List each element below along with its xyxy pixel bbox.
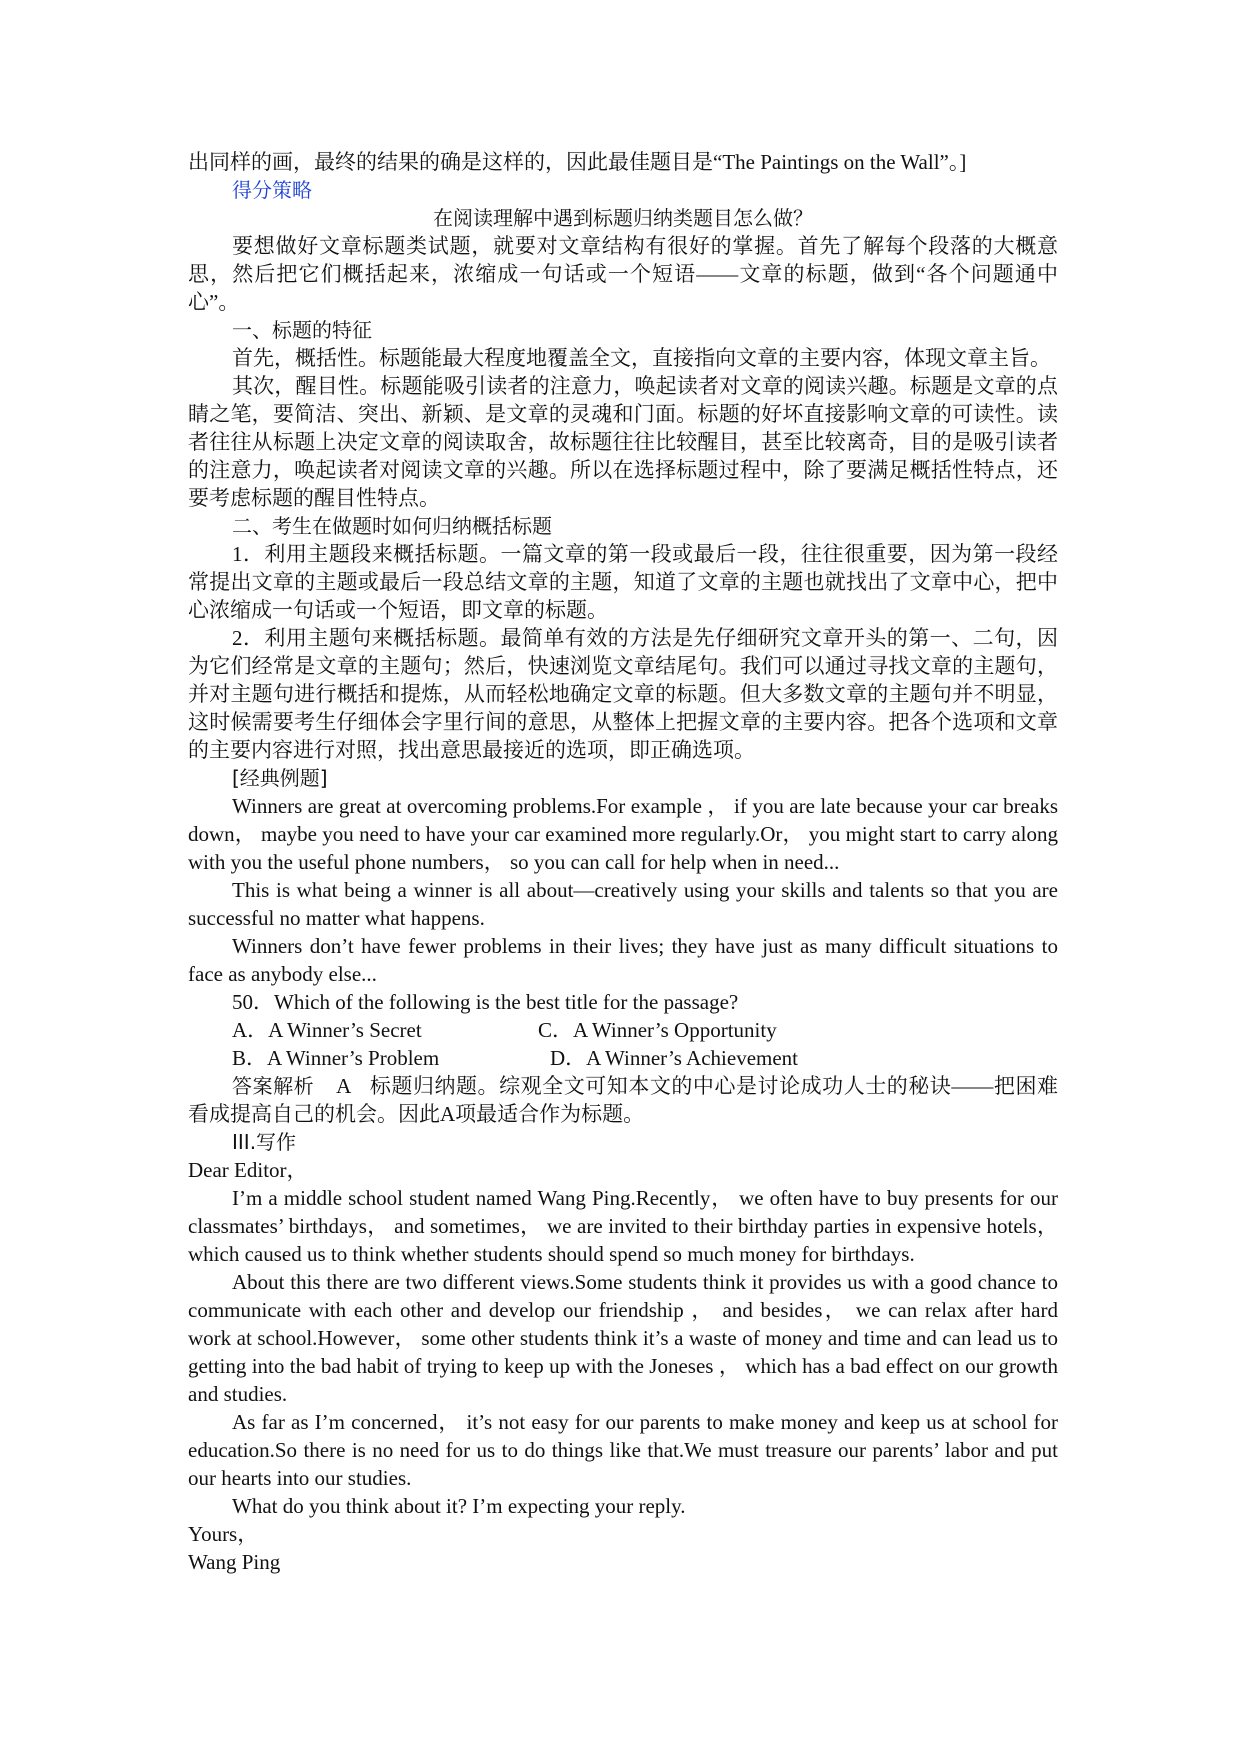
section-heading-strategy: 得分策略 bbox=[232, 178, 312, 202]
heading-writing: III.写作 bbox=[232, 1130, 297, 1154]
option-b: B．A Winner’s Problem bbox=[232, 1046, 440, 1070]
answer-explanation bbox=[188, 1072, 1058, 1128]
paragraph-feature-2: 其次，醒目性。标题能吸引读者的注意力，唤起读者对文章的阅读兴趣。标题是文章的点睛之笔，要简洁、突出、新颖、是文章的灵魂和门面。标题的好坏直接影响文章的可读性。读者往往从标题上决定文章的阅读取舍，故标题往往比较醒目，甚至比较离奇，目的是吸引读者的注意力，唤起读者对阅读文章的兴趣。所以在选择标题过程中，除了要满足概括性特点，还要考虑标题的醒目性特点。 bbox=[188, 374, 1058, 510]
question-text: 50．Which of the following is the best title for the passage? bbox=[232, 990, 739, 1014]
letter-paragraph-2: About this there are two different views.Some students think it provides us with a good chance to communicate with each other and develop our friendship ， and besides， we can relax after hard work at school.However， some other students think it’s a waste of money and time and can lead us to getting into the bad habit of trying to keep up with the Joneses ， which has a bad effect on our growth and studies. bbox=[188, 1270, 1058, 1406]
paragraph-intro: 要想做好文章标题类试题，就要对文章结构有很好的掌握。首先了解每个段落的大概意思，然后把它们概括起来，浓缩成一句话或一个短语——文章的标题，做到“各个问题通中心”。 bbox=[188, 234, 1058, 314]
heading-example: [经典例题] bbox=[232, 766, 328, 790]
letter-paragraph-1: I’m a middle school student named Wang Ping.Recently， we often have to buy presents for our classmates’ birthdays， and sometimes， we are invited to their birthday parties in expensive hotels， which caused us to think whether students should spend so much money for birthdays. bbox=[188, 1186, 1058, 1266]
example-paragraph-3: Winners don’t have fewer problems in their lives; they have just as many difficult situations to face as anybody else... bbox=[188, 934, 1058, 986]
options-row-2 bbox=[188, 1044, 1058, 1072]
letter-paragraph-4: What do you think about it? I’m expecting your reply. bbox=[232, 1494, 686, 1518]
answer-text: 标题归纳题。综观全文可知本文的中心是讨论成功人士的秘诀——把困难看成提高自己的机会。因此A项最适合作为标题。 bbox=[188, 1074, 1059, 1126]
letter-salutation: Dear Editor， bbox=[188, 1158, 308, 1182]
option-c: C．A Winner’s Opportunity bbox=[538, 1018, 777, 1042]
paragraph-method-1: 1．利用主题段来概括标题。一篇文章的第一段或最后一段，往往很重要，因为第一段经常提出文章的主题或最后一段总结文章的主题，知道了文章的主题也就找出了文章中心，把中心浓缩成一句话或一个短语，即文章的标题。 bbox=[188, 542, 1058, 622]
example-paragraph-2: This is what being a winner is all about—creatively using your skills and talents so that you are successful no matter what happens. bbox=[188, 878, 1058, 930]
page-title: 在阅读理解中遇到标题归纳类题目怎么做？ bbox=[433, 206, 813, 230]
option-a: A．A Winner’s Secret bbox=[232, 1018, 422, 1042]
letter-paragraph-3: As far as I’m concerned， it’s not easy for our parents to make money and keep us at school for education.So there is no need for us to do things like that.We must treasure our parents’ labor and put our hearts into our studies. bbox=[188, 1410, 1058, 1490]
letter-closing: Yours， bbox=[188, 1522, 259, 1546]
answer-label: 答案解析 bbox=[232, 1074, 315, 1098]
options-row-1 bbox=[188, 1016, 1058, 1044]
heading-method: 二、考生在做题时如何归纳概括标题 bbox=[232, 514, 552, 538]
paragraph-method-2: 2．利用主题句来概括标题。最简单有效的方法是先仔细研究文章开头的第一、二句，因为它们经常是文章的主题句；然后，快速浏览文章结尾句。我们可以通过寻找文章的主题句，并对主题句进行概括和提炼，从而轻松地确定文章的标题。但大多数文章的主题句并不明显，这时候需要考生仔细体会字里行间的意思，从整体上把握文章的主要内容。把各个选项和文章的主要内容进行对照，找出意思最接近的选项，即正确选项。 bbox=[188, 626, 1058, 762]
paragraph-carryover: 出同样的画，最终的结果的确是这样的，因此最佳题目是“The Paintings on the Wall”。] bbox=[188, 150, 967, 174]
paragraph-feature-1: 首先，概括性。标题能最大程度地覆盖全文，直接指向文章的主要内容，体现文章主旨。 bbox=[232, 346, 1051, 370]
example-paragraph-1: Winners are great at overcoming problems.For example ， if you are late because your car breaks down， maybe you need to have your car examined more regularly.Or， you might start to carry along with you the useful phone numbers， so you can call for help when in need... bbox=[188, 794, 1058, 874]
answer-letter: A bbox=[336, 1074, 352, 1098]
letter-signature: Wang Ping bbox=[188, 1550, 281, 1574]
heading-features: 一、标题的特征 bbox=[232, 318, 372, 342]
document-page bbox=[188, 148, 1058, 1576]
option-d: D．A Winner’s Achievement bbox=[550, 1046, 799, 1070]
